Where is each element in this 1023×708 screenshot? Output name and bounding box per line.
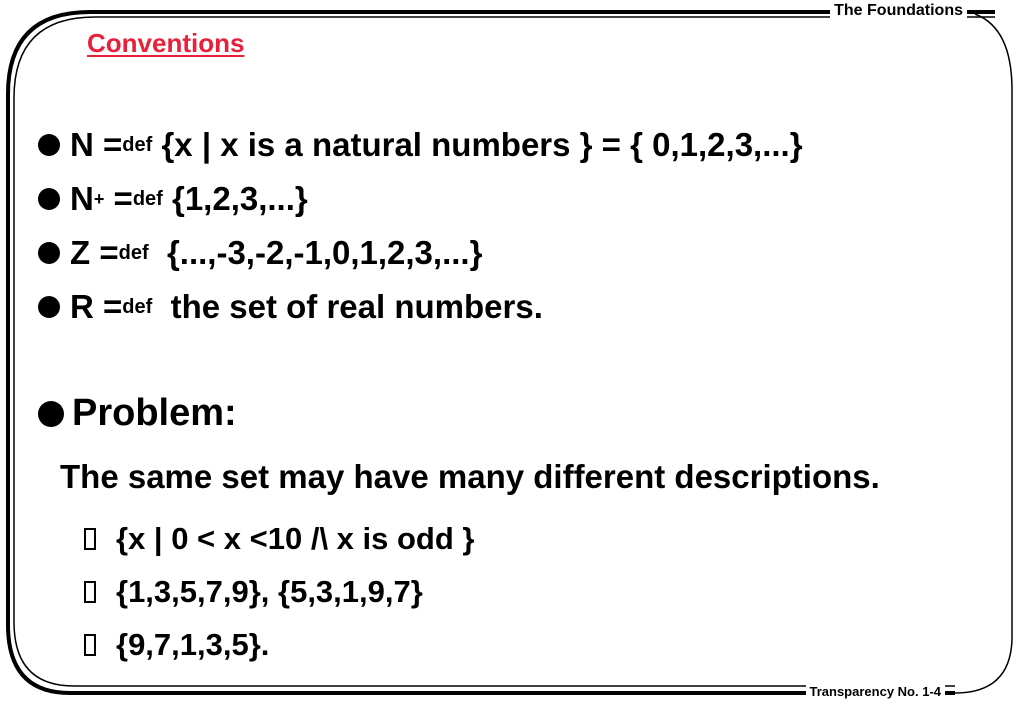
example-item: {9,7,1,3,5}. — [84, 618, 474, 671]
definition-naturals: N = def {x | x is a natural numbers } = { 0,1,2,3,...} — [38, 118, 803, 172]
definition-integers: Z = def {...,-3,-2,-1,0,1,2,3,...} — [38, 226, 803, 280]
footer-label: Transparency No. 1-4 — [806, 684, 946, 699]
missing-glyph-icon — [84, 634, 96, 656]
header-label: The Foundations — [830, 2, 967, 20]
example-list — [84, 512, 474, 671]
bullet-icon — [38, 242, 60, 264]
problem-heading: Problem: — [38, 392, 237, 435]
bullet-icon — [38, 401, 64, 427]
definition-reals: R = def the set of real numbers. — [38, 280, 803, 334]
bullet-icon — [38, 296, 60, 318]
example-item: {x | 0 < x <10 /\ x is odd } — [84, 512, 474, 565]
problem-description: The same set may have many different descriptions. — [60, 458, 880, 495]
bullet-icon — [38, 134, 60, 156]
slide-title: Conventions — [87, 28, 245, 58]
bullet-icon — [38, 188, 60, 210]
missing-glyph-icon — [84, 581, 96, 603]
definition-list — [38, 118, 803, 334]
definition-positive-naturals: N + = def {1,2,3,...} — [38, 172, 803, 226]
example-item: {1,3,5,7,9}, {5,3,1,9,7} — [84, 565, 474, 618]
missing-glyph-icon — [84, 528, 96, 550]
